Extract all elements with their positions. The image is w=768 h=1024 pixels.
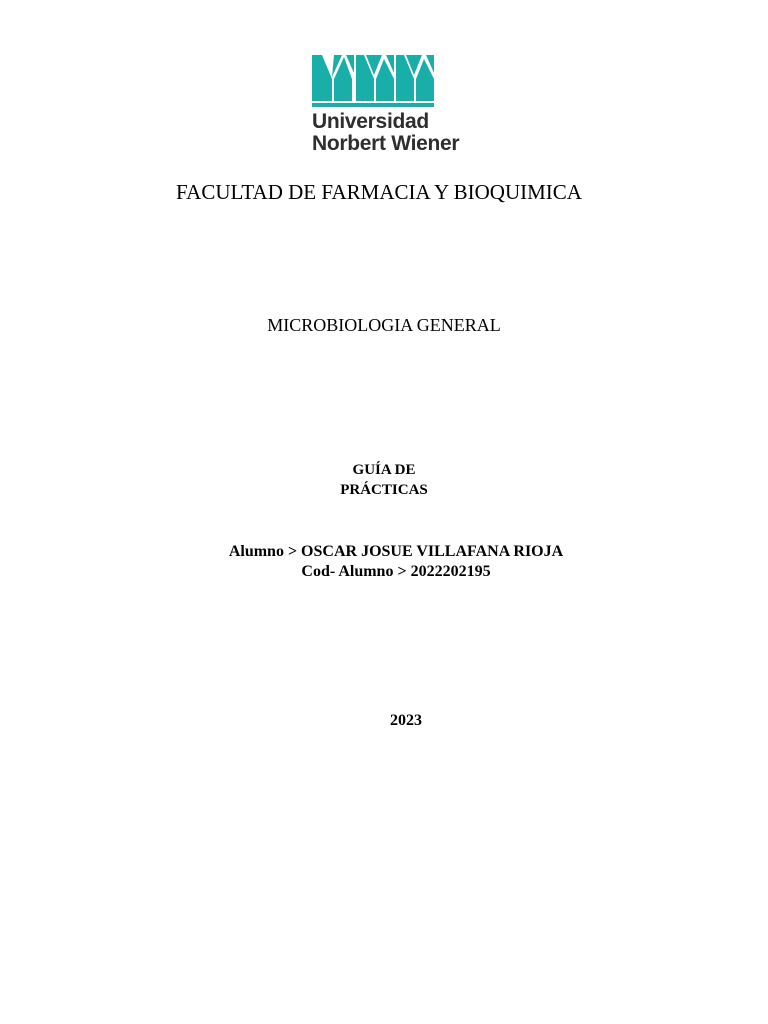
university-shield-logo-icon [312,55,434,107]
faculty-title: FACULTAD DE FARMACIA Y BIOQUIMICA [176,180,582,204]
student-code: Cod- Alumno > 2022202195 [301,563,491,580]
guide-title-line1: GUÍA DE [352,462,416,478]
university-logo [312,55,474,157]
university-name [312,111,482,155]
document-year: 2023 [390,712,422,729]
guide-title [0,460,768,500]
university-name-line1: Universidad [312,110,429,133]
university-name-line2: Norbert Wiener [312,132,460,155]
course-title: MICROBIOLOGIA GENERAL [267,315,501,335]
student-name: Alumno > OSCAR JOSUE VILLAFANA RIOJA [228,543,564,560]
guide-title-line2: PRÁCTICAS [340,482,428,498]
student-info [0,542,768,582]
